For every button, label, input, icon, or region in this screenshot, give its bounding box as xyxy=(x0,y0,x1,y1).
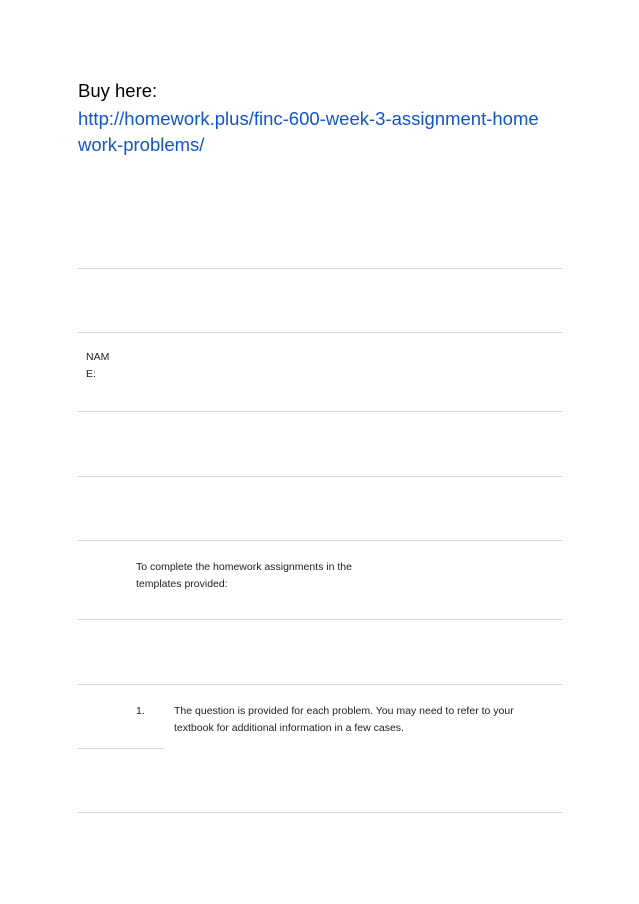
divider xyxy=(77,411,563,412)
list-item-number: 1. xyxy=(136,705,145,717)
short-divider xyxy=(77,748,165,749)
divider xyxy=(77,476,563,477)
product-link-line-1[interactable]: http://homework.plus/finc-600-week-3-assignment-home xyxy=(78,108,539,129)
list-item-line-1: The question is provided for each problem. You may need to refer to your xyxy=(174,705,514,717)
product-link-line-2[interactable]: work-problems/ xyxy=(78,134,205,155)
divider xyxy=(77,268,563,269)
name-label-line-1: NAM xyxy=(86,351,110,363)
divider xyxy=(77,540,563,541)
divider xyxy=(77,812,563,813)
list-item-text xyxy=(174,703,554,737)
buy-here-label: Buy here: xyxy=(78,80,158,101)
instructions-intro xyxy=(136,559,396,593)
name-label-line-2: E: xyxy=(86,368,96,380)
divider xyxy=(77,619,563,620)
name-field-label xyxy=(86,349,109,383)
divider xyxy=(77,332,563,333)
product-link[interactable] xyxy=(78,106,578,158)
intro-line-1: To complete the homework assignments in the xyxy=(136,561,352,573)
list-item-line-2: textbook for additional information in a few cases. xyxy=(174,722,404,734)
intro-line-2: templates provided: xyxy=(136,578,228,590)
divider xyxy=(77,684,563,685)
